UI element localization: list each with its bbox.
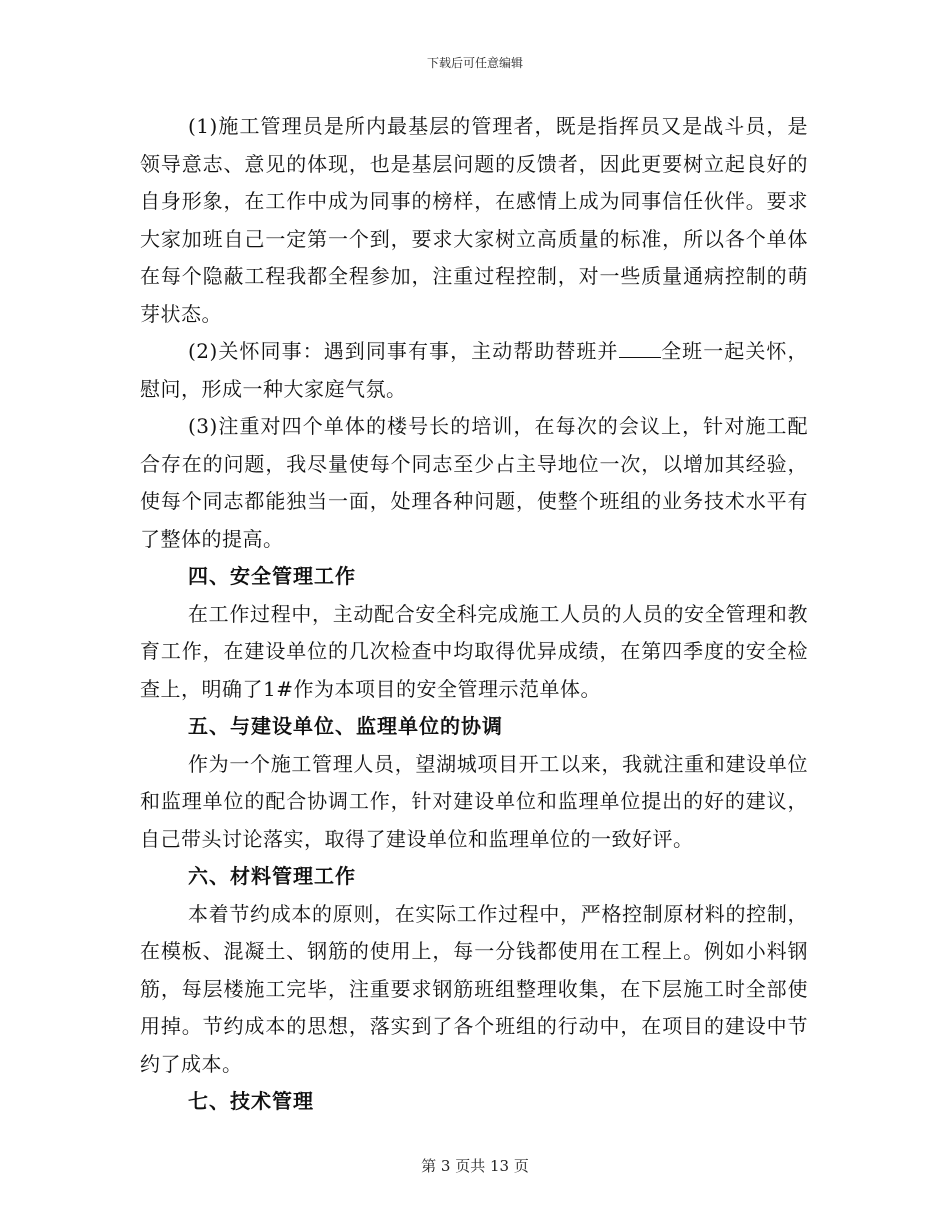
paragraph-safety: 在工作过程中，主动配合安全科完成施工人员的人员的安全管理和教育工作，在建设单位的几次检查中均取得优异成绩，在第四季度的安全检查上，明确了1#作为本项目的安全管理示范单体。 (140, 601, 808, 701)
section-heading-coordination: 五、与建设单位、监理单位的协调 (188, 714, 503, 738)
paragraph-materials: 本着节约成本的原则，在实际工作过程中，严格控制原材料的控制，在模板、混凝土、钢筋的使用上，每一分钱都使用在工程上。例如小料钢筋，每层楼施工完毕，注重要求钢筋班组整理收集，在下层施工时全部使用掉。节约成本的思想，落实到了各个班组的行动中，在项目的建设中节约了成本。 (140, 901, 808, 1076)
document-body (140, 108, 808, 1121)
section-heading-technical: 七、技术管理 (188, 1089, 314, 1113)
paragraph-care-text-end: 全班一起关怀，慰问，形成一种大家庭气氛。 (140, 339, 808, 401)
paragraph-care-colleagues (140, 333, 808, 408)
paragraph-care-text-start: (2)关怀同事：遇到同事有事，主动帮助替班并 (188, 339, 619, 363)
page-number-footer: 第 3 页共 13 页 (421, 1157, 529, 1175)
paragraph-leadership: (1)施工管理员是所内最基层的管理者，既是指挥员又是战斗员，是领导意志、意见的体现，也是基层问题的反馈者，因此更要树立起良好的自身形象，在工作中成为同事的榜样，在感情上成为同事信任伙伴。要求大家加班自己一定第一个到，要求大家树立高质量的标准，所以各个单体在每个隐蔽工程我都全程参加，注重过程控制，对一些质量通病控制的萌芽状态。 (140, 114, 808, 326)
page-header: 下载后可任意编辑 (426, 56, 523, 70)
section-heading-safety: 四、安全管理工作 (188, 564, 356, 588)
fill-blank-underline (619, 339, 661, 358)
paragraph-coordination: 作为一个施工管理人员，望湖城项目开工以来，我就注重和建设单位和监理单位的配合协调工作，针对建设单位和监理单位提出的好的建议，自己带头讨论落实，取得了建设单位和监理单位的一致好评。 (140, 751, 808, 851)
section-heading-materials: 六、材料管理工作 (188, 864, 356, 888)
paragraph-training: (3)注重对四个单体的楼号长的培训，在每次的会议上，针对施工配合存在的问题，我尽量使每个同志至少占主导地位一次，以增加其经验，使每个同志都能独当一面，处理各种问题，使整个班组的业务技术水平有了整体的提高。 (140, 414, 808, 551)
